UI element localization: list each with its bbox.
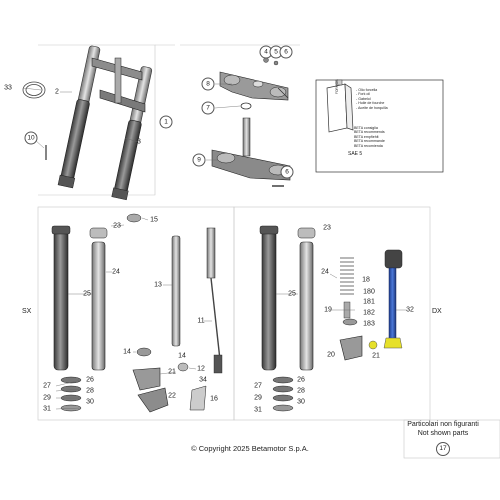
callout-180: 180 bbox=[363, 288, 375, 296]
oil-lines-a: - Olio forcella - Fork oil - Gabelol - Huile de fourche - Aceite de horquilla bbox=[356, 88, 388, 110]
copyright-text: © Copyright 2025 Betamotor S.p.A. bbox=[191, 444, 309, 453]
callout-29a: 29 bbox=[43, 394, 51, 402]
callout-26a: 26 bbox=[86, 376, 94, 384]
callout-31a: 31 bbox=[43, 405, 51, 413]
callout-13: 13 bbox=[154, 281, 162, 289]
callout-12: 12 bbox=[197, 365, 205, 373]
callout-25b: 25 bbox=[288, 290, 296, 298]
callout-182: 182 bbox=[363, 309, 375, 317]
callout-2: 2 bbox=[55, 88, 59, 96]
callout-24a: 24 bbox=[112, 268, 120, 276]
callout-31b: 31 bbox=[254, 406, 262, 414]
oil-grade: SAE 5 bbox=[348, 151, 363, 157]
callout-14a: 14 bbox=[123, 348, 131, 356]
callout-3: 3 bbox=[137, 138, 141, 146]
callout-30a: 30 bbox=[86, 398, 94, 406]
note-line-2: Not shown parts bbox=[417, 430, 469, 437]
left-fork-parts bbox=[52, 214, 222, 412]
triple-clamp-drawing bbox=[212, 58, 290, 187]
callout-29b: 29 bbox=[254, 394, 262, 402]
fork-oil-can bbox=[327, 79, 353, 132]
callout-15: 15 bbox=[150, 216, 158, 224]
callout-10: 10 bbox=[25, 132, 38, 145]
callout-22: 22 bbox=[168, 392, 176, 400]
callout-8: 8 bbox=[202, 78, 215, 91]
right-fork-parts bbox=[260, 226, 402, 411]
callout-7: 7 bbox=[202, 102, 215, 115]
note-number: 17 bbox=[436, 442, 450, 456]
oil-lines-b: BETA consiglia BETA recommends BETA empfiehlt BETA recommande BETA recomienda bbox=[354, 126, 385, 148]
callout-24b: 24 bbox=[321, 268, 329, 276]
callout-21a: 21 bbox=[168, 368, 176, 376]
callout-183: 183 bbox=[363, 320, 375, 328]
callout-6a: 6 bbox=[280, 46, 293, 59]
side-label-right: DX bbox=[432, 308, 442, 315]
callout-27a: 27 bbox=[43, 382, 51, 390]
callout-1: 1 bbox=[160, 116, 173, 129]
oil-can-label: FORK OIL bbox=[335, 79, 339, 94]
callout-9: 9 bbox=[193, 154, 206, 167]
fork-assembly-drawing bbox=[23, 45, 154, 200]
callout-26b: 26 bbox=[297, 376, 305, 384]
callout-16: 16 bbox=[210, 395, 218, 403]
callout-33: 33 bbox=[4, 84, 12, 92]
callout-18: 18 bbox=[362, 276, 370, 284]
callout-28b: 28 bbox=[297, 387, 305, 395]
callout-11: 11 bbox=[197, 317, 205, 325]
callout-19: 19 bbox=[324, 306, 332, 314]
callout-5: 5 bbox=[270, 46, 283, 59]
callout-32: 32 bbox=[406, 306, 414, 314]
callout-14b: 14 bbox=[178, 352, 186, 360]
callout-23a: 23 bbox=[113, 222, 121, 230]
callout-30b: 30 bbox=[297, 398, 305, 406]
side-label-left: SX bbox=[22, 308, 32, 315]
callout-181: 181 bbox=[363, 298, 375, 306]
callout-27b: 27 bbox=[254, 382, 262, 390]
callout-4: 4 bbox=[260, 46, 273, 59]
callout-21b: 21 bbox=[372, 352, 380, 360]
callout-28a: 28 bbox=[86, 387, 94, 395]
callout-34: 34 bbox=[199, 376, 207, 384]
callout-20: 20 bbox=[327, 351, 335, 359]
callout-23b: 23 bbox=[323, 224, 331, 232]
note-line-1: Particolari non figuranti bbox=[407, 421, 479, 428]
callout-6b: 6 bbox=[281, 166, 294, 179]
callout-25a: 25 bbox=[83, 290, 91, 298]
